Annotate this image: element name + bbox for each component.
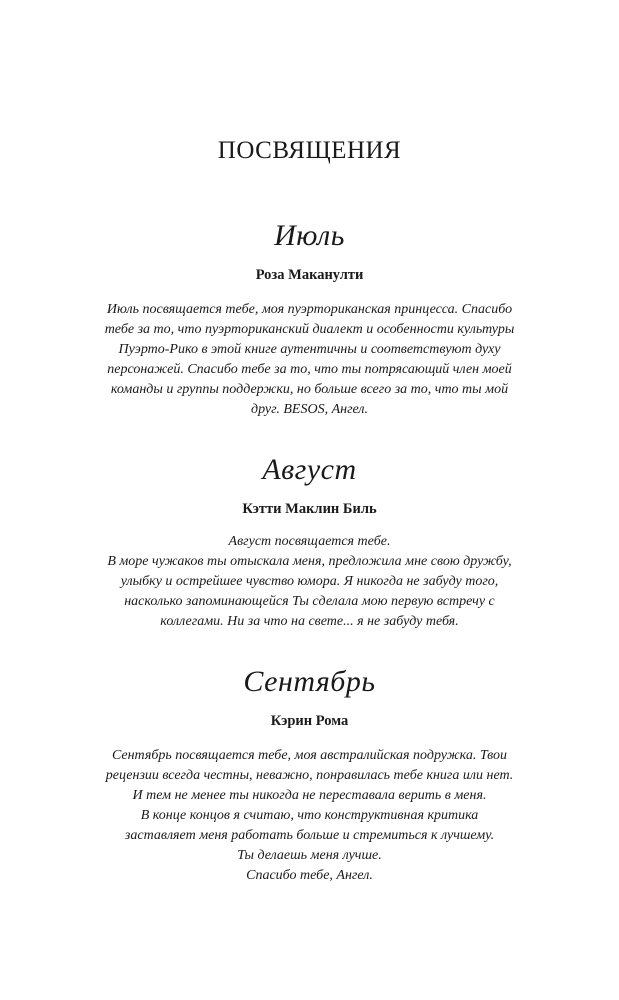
text-line: тебе за то, что пуэрториканский диалект и особенности культуры xyxy=(104,322,515,337)
dedication-section-july xyxy=(60,218,559,420)
text-line: Август посвящается тебе. xyxy=(228,534,391,549)
text-line: друг. BESOS, Ангел. xyxy=(250,402,369,417)
text-line: Ты делаешь меня лучше. xyxy=(237,848,382,863)
dedication-text xyxy=(60,300,559,420)
dedication-text xyxy=(60,746,559,886)
page-title: ПОСВЯЩЕНИЯ xyxy=(217,137,402,164)
text-line: персонажей. Спасибо тебе за то, что ты потрясающий член моей xyxy=(107,362,512,377)
text-line: Июль посвящается тебе, моя пуэрториканская принцесса. Спасибо xyxy=(106,302,513,317)
text-line: заставляет меня работать больше и стремиться к лучшему. xyxy=(124,828,495,843)
text-line: Пуэрто-Рико в этой книге аутентичны и соответствуют духу xyxy=(118,342,501,357)
month-heading: Июль xyxy=(274,219,345,252)
month-heading: Сентябрь xyxy=(243,665,376,698)
text-line: насколько запоминающейся Ты сделала мою первую встречу с xyxy=(124,594,495,609)
text-line: улыбку и острейшее чувство юмора. Я никогда не забуду того, xyxy=(120,574,499,589)
recipient-name: Кэрин Рома xyxy=(270,713,349,729)
text-line: коллегами. Ни за что на свете... я не забуду тебя. xyxy=(160,614,459,629)
text-line: В конце концов я считаю, что конструктивная критика xyxy=(140,808,479,823)
dedication-section-september xyxy=(60,664,559,886)
text-line: Сентябрь посвящается тебе, моя австралийская подружка. Твои xyxy=(111,748,508,763)
month-heading: Август xyxy=(262,453,357,486)
dedication-section-august xyxy=(60,452,559,632)
text-line: И тем не менее ты никогда не переставала верить в меня. xyxy=(132,788,487,803)
text-line: рецензии всегда честны, неважно, понравилась тебе книга или нет. xyxy=(105,768,514,783)
recipient-name: Роза Маканулти xyxy=(255,267,364,283)
text-line: Спасибо тебе, Ангел. xyxy=(246,868,373,883)
text-line: В море чужаков ты отыскала меня, предложила мне свою дружбу, xyxy=(107,554,512,569)
text-line: команды и группы поддержки, но больше всего за то, что ты мой xyxy=(110,382,509,397)
dedication-text xyxy=(60,532,559,632)
recipient-name: Кэтти Маклин Биль xyxy=(242,501,377,517)
